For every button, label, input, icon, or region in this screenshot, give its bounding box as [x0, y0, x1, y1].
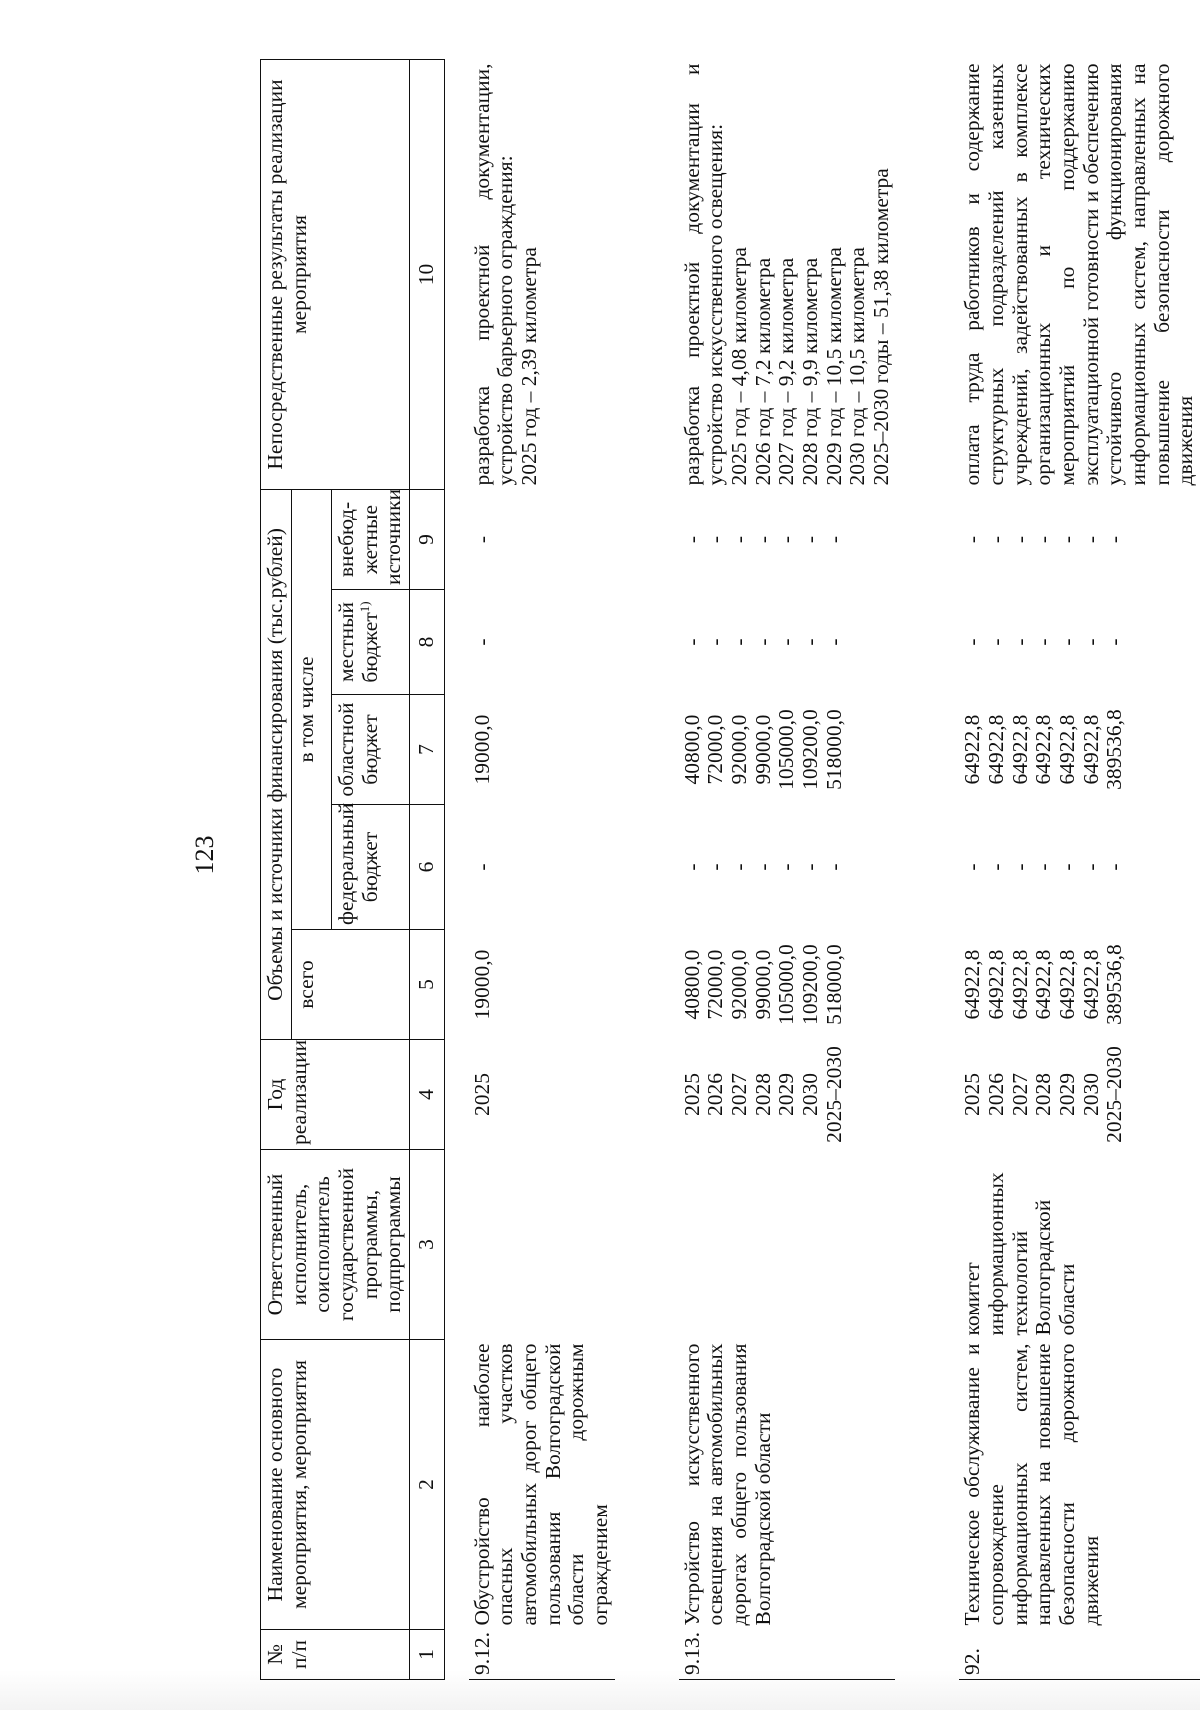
- total-cell: [959, 930, 1199, 1040]
- regional-value: 99000,0: [750, 714, 775, 785]
- result-line: 2025–2030 годы – 51,38 километра: [868, 168, 893, 486]
- years-cell: [469, 1040, 615, 1150]
- regional-cell: [679, 695, 896, 805]
- years-cell: [679, 1040, 896, 1150]
- extra-value: -: [960, 535, 985, 544]
- header-executor: Ответственный исполнитель, соисполнитель государственной программы, подпрограммы: [261, 1150, 410, 1340]
- local-value: -: [797, 638, 822, 646]
- col-number: 7: [409, 695, 444, 805]
- result-line: 2028 год – 9,9 километра: [797, 257, 822, 486]
- year-value: 2027: [1007, 1073, 1032, 1116]
- col-number: 5: [409, 930, 444, 1040]
- extra-cell: [469, 489, 615, 589]
- federal-value: -: [774, 863, 799, 871]
- extra-value: -: [1102, 535, 1127, 544]
- year-value: 2025–2030: [1102, 1046, 1127, 1143]
- federal-value: -: [1007, 863, 1032, 871]
- local-value: -: [1078, 638, 1103, 646]
- year-value: 2030: [1078, 1073, 1103, 1116]
- col-number: 2: [409, 1340, 444, 1630]
- total-cell: [469, 930, 615, 1040]
- result-line: 2027 год – 9,2 километра: [774, 257, 799, 486]
- extra-value: -: [750, 535, 775, 544]
- total-value: 99000,0: [750, 949, 775, 1020]
- row-number: 92.: [959, 1630, 1199, 1680]
- result-text: разработка проектной документации, устройство барьерного ограждения:: [469, 63, 518, 486]
- year-value: 2025–2030: [821, 1046, 846, 1143]
- local-value: -: [1102, 638, 1127, 646]
- federal-cell: [469, 805, 615, 930]
- executor: комитет информационных технологий Волгоградской области: [960, 1172, 1080, 1336]
- federal-value: -: [984, 863, 1009, 871]
- regional-value: 109200,0: [797, 709, 822, 790]
- spacer-row: [444, 59, 469, 1679]
- executor: [679, 1150, 896, 1340]
- col-number: 8: [409, 590, 444, 695]
- local-value: -: [703, 638, 728, 646]
- total-value: 109200,0: [797, 944, 822, 1025]
- result-line: 2025 год – 2,39 километра: [517, 247, 542, 486]
- regional-value: 105000,0: [774, 709, 799, 790]
- regional-value: 389536,8: [1102, 709, 1127, 790]
- table-row: [679, 59, 896, 1679]
- header-local-label: местный бюджет: [333, 601, 382, 683]
- extra-value: -: [1055, 535, 1080, 544]
- total-value: 64922,8: [1007, 949, 1032, 1020]
- executor: [469, 1150, 615, 1340]
- page-number: 123: [190, 835, 219, 875]
- header-financing: Объемы и источники финансирования (тыс.рублей): [261, 489, 292, 1039]
- federal-value: -: [1078, 863, 1103, 871]
- local-cell: [959, 590, 1199, 695]
- result-cell: [469, 59, 615, 489]
- regional-value: 64922,8: [1007, 714, 1032, 785]
- measure-name: Устройство искусственного освещения на автомобильных дорогах общего пользования Волгоградской области: [679, 1343, 775, 1626]
- regional-value: 64922,8: [1078, 714, 1103, 785]
- result-text: оплата труда работников и содержание структурных подразделений казенных учреждений, задействованных в комплексе организационных и технических мероприятий по поддержанию эксплуатационной готовности и обеспечению устойчивого функционирования информационных систем, направленных на повышение безопасности дорожного движения: [960, 63, 1198, 486]
- extra-value: -: [726, 535, 751, 544]
- result-cell: [959, 59, 1199, 489]
- total-value: 64922,8: [1078, 949, 1103, 1020]
- regional-cell: [959, 695, 1199, 805]
- total-value: 389536,8: [1102, 944, 1127, 1025]
- regional-value: 19000,0: [469, 714, 494, 785]
- program-table: [260, 59, 1200, 1680]
- header-including: в том числе: [291, 489, 331, 929]
- total-value: 64922,8: [984, 949, 1009, 1020]
- header-regional: областной бюджет: [331, 695, 409, 805]
- local-value: -: [726, 638, 751, 646]
- extra-value: -: [797, 535, 822, 544]
- local-value: -: [469, 638, 494, 646]
- extra-value: -: [821, 535, 846, 544]
- col-number: 10: [409, 59, 444, 489]
- total-value: 105000,0: [774, 944, 799, 1025]
- regional-value: 64922,8: [960, 714, 985, 785]
- col-number: 6: [409, 805, 444, 930]
- federal-cell: [679, 805, 896, 930]
- federal-value: -: [469, 863, 494, 871]
- federal-value: -: [821, 863, 846, 871]
- total-value: 64922,8: [1031, 949, 1056, 1020]
- total-value: 92000,0: [726, 949, 751, 1020]
- year-value: 2029: [1055, 1073, 1080, 1116]
- local-value: -: [774, 638, 799, 646]
- federal-value: -: [1031, 863, 1056, 871]
- table-row: [959, 59, 1199, 1679]
- regional-value: 92000,0: [726, 714, 751, 785]
- year-value: 2025: [469, 1073, 494, 1116]
- year-value: 2028: [1031, 1073, 1056, 1116]
- extra-value: -: [1031, 535, 1056, 544]
- federal-value: -: [703, 863, 728, 871]
- regional-value: 64922,8: [1055, 714, 1080, 785]
- total-cell: [679, 930, 896, 1040]
- federal-value: -: [1102, 863, 1127, 871]
- extra-cell: [679, 489, 896, 589]
- result-line: 2026 год – 7,2 километра: [750, 257, 775, 486]
- extra-value: -: [703, 535, 728, 544]
- extra-value: -: [774, 535, 799, 544]
- regional-value: 64922,8: [984, 714, 1009, 785]
- row-number: 9.12.: [469, 1630, 615, 1680]
- federal-value: -: [960, 863, 985, 871]
- regional-cell: [469, 695, 615, 805]
- extra-value: -: [469, 535, 494, 544]
- gap-cell: [895, 59, 959, 1679]
- regional-value: 72000,0: [703, 714, 728, 785]
- years-cell: [959, 1040, 1199, 1150]
- measure-name: Обустройство наиболее опасных участков автомобильных дорог общего пользования Волгоградской области дорожным ограждением: [469, 1343, 613, 1626]
- result-line: 2029 год – 10,5 километра: [821, 247, 846, 486]
- table-body: [444, 59, 1200, 1679]
- header-local: [331, 590, 409, 695]
- column-numbers-row: [409, 59, 444, 1679]
- table-header: [261, 59, 445, 1679]
- federal-value: -: [750, 863, 775, 871]
- local-value: -: [1055, 638, 1080, 646]
- year-value: 2028: [750, 1073, 775, 1116]
- local-value: -: [984, 638, 1009, 646]
- extra-value: -: [984, 535, 1009, 544]
- regional-value: 64922,8: [1031, 714, 1056, 785]
- header-total: всего: [291, 930, 409, 1040]
- gap-row: [615, 59, 679, 1679]
- local-cell: [469, 590, 615, 695]
- year-value: 2025: [960, 1073, 985, 1116]
- header-federal: федеральный бюджет: [331, 805, 409, 930]
- header-num: № п/п: [261, 1630, 410, 1680]
- header-year: Год реализации: [261, 1040, 410, 1150]
- col-number: 9: [409, 489, 444, 589]
- col-number: 1: [409, 1630, 444, 1680]
- row-number: 9.13.: [679, 1630, 896, 1680]
- col-number: 3: [409, 1150, 444, 1340]
- header-extra: внебюд-жетные источники: [331, 489, 409, 589]
- year-value: 2029: [774, 1073, 799, 1116]
- federal-value: -: [679, 863, 704, 871]
- local-value: -: [1031, 638, 1056, 646]
- year-value: 2026: [984, 1073, 1009, 1116]
- footnote-mark: 1): [356, 601, 372, 613]
- header-results: Непосредственные результаты реализации мероприятия: [261, 59, 410, 489]
- extra-value: -: [1007, 535, 1032, 544]
- total-value: 19000,0: [469, 949, 494, 1020]
- col-number: 4: [409, 1040, 444, 1150]
- local-cell: [679, 590, 896, 695]
- local-value: -: [750, 638, 775, 646]
- gap-row: [895, 59, 959, 1679]
- measure-name: Техническое обслуживание и сопровождение информационных систем, направленных на повышение безопасности дорожного движения: [960, 1343, 1103, 1626]
- year-value: 2025: [679, 1073, 704, 1116]
- year-value: 2030: [797, 1073, 822, 1116]
- result-line: 2025 год – 4,08 километра: [726, 247, 751, 486]
- table-row: [469, 59, 615, 1679]
- federal-value: -: [1055, 863, 1080, 871]
- total-value: 64922,8: [960, 949, 985, 1020]
- extra-value: -: [1078, 535, 1103, 544]
- year-value: 2026: [703, 1073, 728, 1116]
- local-value: -: [1007, 638, 1032, 646]
- total-value: 40800,0: [679, 949, 704, 1020]
- regional-value: 40800,0: [679, 714, 704, 785]
- year-value: 2027: [726, 1073, 751, 1116]
- rotated-page: [130, 30, 1198, 1680]
- federal-value: -: [797, 863, 822, 871]
- local-value: -: [679, 638, 704, 646]
- spacer-cell: [444, 59, 469, 1679]
- total-value: 72000,0: [703, 949, 728, 1020]
- extra-cell: [959, 489, 1199, 589]
- local-value: -: [821, 638, 846, 646]
- result-cell: [679, 59, 896, 489]
- total-value: 64922,8: [1055, 949, 1080, 1020]
- local-value: -: [960, 638, 985, 646]
- total-value: 518000,0: [821, 944, 846, 1025]
- federal-cell: [959, 805, 1199, 930]
- result-line: 2030 год – 10,5 километра: [845, 247, 870, 486]
- regional-value: 518000,0: [821, 709, 846, 790]
- header-name: Наименование основного мероприятия, мероприятия: [261, 1340, 410, 1630]
- gap-cell: [615, 59, 679, 1679]
- result-text: разработка проектной документации и устройство искусственного освещения:: [679, 63, 728, 486]
- federal-value: -: [726, 863, 751, 871]
- extra-value: -: [679, 535, 704, 544]
